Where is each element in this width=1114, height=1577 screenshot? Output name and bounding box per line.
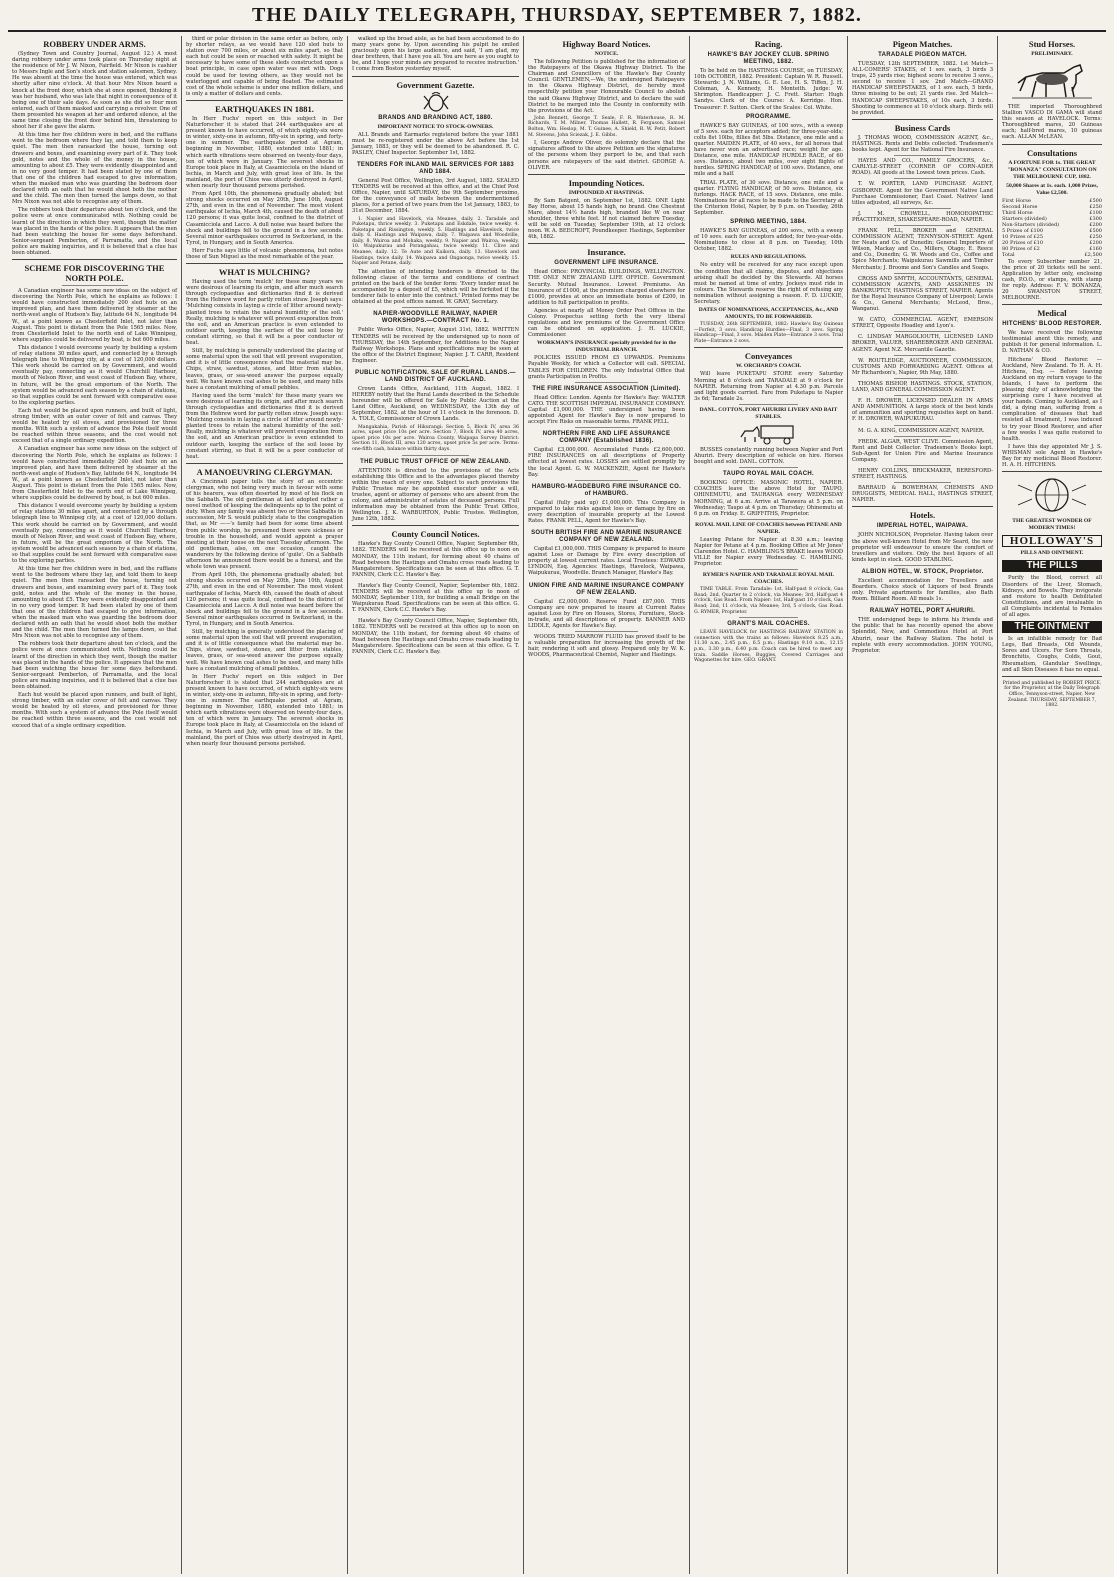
heading-grants-mail: GRANT'S MAIL COACHES. — [727, 621, 810, 628]
paragraph: A Canadian engineer has some new ideas on the subject of discovering the North Pole, which he explains as follows: I would have constructed immediately 200 sled huts on an improved plan, and have them delivered by steamer at the north-west angle of Hudson's Bay, latitude 64 N., longitude 94 W., at a point known as Chesterfield Inlet, not later than August. This point is distant from the Pole 1565 miles. Now, from Chesterfield Inlet to the north end of Lake Winnipeg, where supplies could be delivered by boat, is but 600 miles. — [12, 288, 177, 343]
heading-northern-fire: NORTHERN FIRE AND LIFE ASSURANCE COMPANY (Established 1836). — [542, 431, 671, 445]
prize-label: First Horse — [1002, 197, 1031, 204]
paragraph: The following Petition is published for the information of the Ratepayers of the Okawa Highway District. To the Chairman and Councillors of the Hawke's Bay County Council. GENTLEMEN,—We, the undersigned Ratepayers in the Okawa Highway District, do hereby most respectfully petition your Honourable Council to abolish the said Okawa Highway District, and to declare the said District to be merged into the County in conformity with the provisions of the Act. — [528, 59, 685, 114]
column-7 — [998, 36, 1106, 1574]
divider — [402, 580, 469, 581]
paragraph: Herr Fuchs says little of volcanic phenomena, but notes those of Sun Miguel as the most remarkable of the year. — [186, 247, 343, 260]
paragraph: third or polar division in the same order as before, only by shorter relays, as we would have 120 sled huts to station over 700 miles, or about six miles apart, so that each hut could be seen or reached with safety. It might be necessary to have some of these sleds constructed upon a boat principle, in case open water was met with. Dogs could be used for towing others, as they would not be waterlogged and capable of being floated. The estimated cost of the whole scheme is under one million dollars, and is only a matter of dollars and cents. — [186, 36, 343, 97]
ad-crowell — [852, 211, 993, 223]
banner-the-ointment: THE OINTMENT — [1002, 621, 1102, 633]
heading-south-british: SOUTH BRITISH FIRE AND MARINE INSURANCE COMPANY OF NEW ZEALAND. — [531, 530, 682, 544]
prize-label: Non-Starters (divided) — [1002, 221, 1060, 228]
paragraph: (Sydney Town and Country Journal, August 12.) A most daring robbery under arms took place on Thursday night at the residence of Mr J. W. Nixon, Fairfield. Mr Nixon is cashier to Messrs Ingle and Son's stock and station salesmen, Sydney. He was absent at the time the house was entered, which was shortly after nine o'clock. At that hour Mrs Nixon heard a knock at the front door, which she at once opened, thinking it was her husband, who was late that night in consequence of it being one of their sale days. As soon as she did so four men entered, each of them masked and carrying a revolver. One of them presented his weapon at her and ordered silence, at the same time closing the front door behind him, threatening to shoot her if she gave the alarm. — [12, 51, 177, 131]
paragraph: The robbers took their departure about ten o'clock, and the police were at once communicated with. Nothing could be learnt of the direction in which they went, though the matter was placed in the hands of the police. It appears that the men had been watching the house for some days beforehand. Senior-sergeant Pemberton, of Parramatta, and the local police are making inquiries, and it is believed that a clue has been obtained. — [12, 207, 177, 256]
divider — [1002, 304, 1102, 305]
paragraph: Capital £2,000,000. Reserve Fund £87,000. THIS Company are now prepared to insure at Current Rates against Loss by Fire on Houses, Stores, Furniture, Stock-in-trade, and all descriptions of property. BANNER AND LIDDLE, Agents for Hawke's Bay. — [528, 598, 685, 629]
paragraph: Capital £3,000,000. Accumulated Funds £2,600,000. FIRE INSURANCES on all descriptions of Property effected at lowest rates. LOSSES are settled promptly by the local Agent. G. W. MACKENZIE, Agent for Hawke's Bay. — [528, 447, 685, 478]
divider — [575, 526, 638, 527]
heading-pills-ointment: PILLS AND OINTMENT. — [1020, 550, 1084, 557]
paragraph: BUSSES constantly running between Napier and Port Ahuriri. Every description of vehicle on hire. Horses bought and sold. DANL. COTTON. — [694, 446, 843, 466]
section-insurance: Insurance. — [587, 247, 626, 258]
paragraph: Each hut would be placed upon runners, and built of light, strong timber, with an outer cover of felt and canvas. They would be heated by oil stoves, and provisioned for three months. With such a system of advance the Pole itself would be reached within three seasons, and the cost would not exceed that of a single ordinary expedition. — [12, 692, 177, 729]
prize-amount: £160 — [1089, 246, 1102, 253]
ad-barraud — [852, 485, 993, 503]
paragraph: POLICIES ISSUED FROM £5 UPWARDS. Premiums Payable Weekly, for which a Collector will call. SPECIAL TABLES FOR CHILDREN. The only Industrial Office that grants Participation in Profits. — [528, 355, 685, 380]
column-4 — [524, 36, 690, 1574]
paragraph: ALL Brands and Earmarks registered before the year 1881 must be re-registered under the above Act before the 1st January, 1883, or they will be deemed to be abandoned. R. C. PASLEY, Chief Inspector. September 1st, 1882. — [352, 131, 519, 156]
heading-public-notification: PUBLIC NOTIFICATION. SALE OF RURAL LANDS.—LAND DISTRICT OF AUCKLAND. — [355, 369, 516, 383]
divider — [894, 155, 950, 156]
paragraph: Agencies at nearly all Money Order Post Offices in the Colony. Prospectus setting forth the very liberal regulations and low premiums of the Government Office can be obtained on application. J. H. LUCKIE, Commissioner. — [528, 307, 685, 339]
prize-amount: £500 — [1089, 228, 1102, 235]
divider — [1002, 471, 1102, 472]
paragraph: Hawke's Bay County Council Office, Napier, September 6th, 1882. TENDERS will be received at this office up to noon on MONDAY, the 11th instant, for forming about 40 chains of Road between the Hastings and Omahu cross roads leading to Mangateretere. Specifications can be seen at this office. G. T. FANNIN, Clerk C.C. Hawke's Bay. — [352, 541, 519, 578]
divider — [62, 285, 128, 286]
divider — [894, 482, 950, 483]
paragraph: To every Subscriber number 21, the price of 20 tickets will be sent. Application by letter only, enclosing cash, P.O.O., or stamps, with stamp for reply. Address: F. V. BONANZA, 20 SWANSTON STREET, MELBOURNE. — [1002, 258, 1102, 302]
section-consultations: Consultations — [1026, 147, 1078, 158]
paragraph: BOOKING OFFICE: MASONIC HOTEL, NAPIER. COACHES leave the above Hotel for TAUPO, OHINEMUTU, and TAURANGA every WEDNESDAY MORNING, at 6 a.m. Arrive at Tarawera at 5 p.m. on Wednesday; Taupo at 4 p.m. on Thursday; Ohinemutu at 6 p.m. on Friday. E. GRIFFITHS, Proprietor. — [694, 480, 843, 517]
heading-brands-act: BRANDS AND BRANDING ACT, 1880. — [378, 114, 493, 121]
divider — [694, 347, 843, 348]
ad-routledge — [852, 358, 993, 376]
paragraph: Purify the Blood, correct all Disorders of the Liver, Stomach, Kidneys, and Bowels. They invigorate and restore to health Debilitated Constitutions, and are invaluable in all Complaints incidental to Females of all ages. — [1002, 575, 1102, 618]
heading-albion-hotel: ALBION HOTEL, W. STOCK, Proprietor. — [861, 568, 984, 575]
divider — [894, 208, 950, 209]
paragraph: In Herr Fuchs' report on this subject in Der Naturforscher it is stated that 244 earthquakes are at present known to have occurred, of which eighty-six were in winter, sixty-one in autumn, fifty-six in spring, and forty-one in summer. The earthquake period at Agram, beginning in November, 1880, extended into 1881; in which earth vibrations were observed on twenty-four days, ten of which were in January. The severest shocks in Europe took place in Italy, at Casamicciola on the island of Ischia, in March and July, with great loss of life. In the mainland, the port of Chios was utterly destroyed in April, when nearly four thousand persons perished. — [186, 115, 343, 189]
divider — [894, 395, 950, 396]
paragraph: TRIAL PLATE, of 30 sovs. Distance, one mile and a quarter. FLYING HANDICAP, of 50 sovs. Distance, six furlongs. HACK RACE, of 15 sovs. Distance, one mile. Nominations for all races to be made to the Secretary at the Criterion Hotel, Napier, by 9 p.m. on Tuesday, 26th September. — [694, 179, 843, 216]
divider — [894, 355, 950, 356]
paragraph: The robbers took their departure about ten o'clock, and the police were at once communicated with. Nothing could be learnt of the direction in which they went, though the matter was placed in the hands of the police. It appears that the men had been watching the house for some days beforehand. Senior-sergeant Pemberton, of Parramatta, and the local police are making inquiries, and it is believed that a clue has been obtained. — [12, 641, 177, 690]
divider — [402, 158, 469, 159]
paragraph: I, George Andrew Oliver, do solemnly declare that the signatures affixed to the above Petition are the signatures of the persons whom they purport to be, and that such persons are ratepayers of the said district. GEORGE A. OLIVER. — [528, 140, 685, 171]
prize-amount: £250 — [1089, 234, 1102, 241]
prize-label: Starters (divided) — [1002, 215, 1047, 222]
divider — [894, 273, 950, 274]
column-3 — [348, 36, 524, 1574]
heading-rules: RULES AND REGULATIONS. — [730, 254, 807, 261]
headline-mulching: WHAT IS MULCHING? — [218, 267, 311, 278]
paragraph: ATTENTION is directed to the provisions of the Acts establishing this Office and to the advantages placed thereby within the reach of every one. Subject to such provisions the Public Trustee may be appointed executor under a will, trustee, agent or attorney of persons who are absent from the colony, and administrator of estates of deceased persons. Full information may be obtained from the Public Trust Office, Wellington. J. K. WARBURTON, Public Trustee. Wellington, June 12th, 1882. — [352, 467, 519, 523]
paragraph: General Post Office, Wellington, 3rd August, 1882. SEALED TENDERS will be received at this office, and at the Chief Post Office, Napier, until SATURDAY, the 9th September proximo, for the conveyance of mails between the undermentioned places, for a period of two years from the 1st January, 1883, to 31st December, 1884. — [352, 177, 519, 215]
divider — [894, 565, 950, 566]
divider — [894, 378, 950, 379]
heading-jockey-club: HAWKE'S BAY JOCKEY CLUB. SPRING MEETING, 1882. — [707, 52, 830, 65]
divider — [402, 307, 469, 308]
paragraph: Having used the term 'mulch' for these many years we were desirous of learning its origin, and after much search through cyclopaedias and dictionaries find it is derived from the Hebrew word for partly rotten straw. Joseph says: 'Mulching consists in laying a circle of litter around newly-planted trees to retain the natural humidity of the soil.' Really, mulching is whatever will prevent evaporation from the soil, and an American practice is even extended to outdoor earth, keeping the surface of the soil loose by constant stirring, so that it will be a poor conductor of heat. — [186, 279, 343, 347]
divider — [894, 178, 950, 179]
divider — [852, 506, 993, 507]
paragraph: TUESDAY, 26th SEPTEMBER, 1882: Hawke's Bay Guineas—Forfeit, 3 sovs. Handicap Hurdles—Final, 3 sovs. Spring Handicap—Final, 3 sovs. Maiden Plate—Entrance 3 sovs. Trial Plate—Entrance 2 sovs. — [694, 322, 843, 344]
heading-royal-mail-line: ROYAL MAIL LINE OF COACHES between PETANE AND NAPIER. — [695, 521, 842, 535]
headline-robbery: ROBBERY UNDER ARMS. — [43, 39, 146, 49]
imprint-footer: Printed and published by ROBERT PRICE, for the Proprietor, at the Daily Telegraph Office, Tennyson-street, Napier, New Zealand. THURSDAY, SEPTEMBER 7, 1882. — [1002, 680, 1102, 709]
heading-fire-insurance-association: THE FIRE INSURANCE ASSOCIATION (Limited). — [532, 385, 681, 392]
horse-bus-icon — [739, 423, 799, 445]
column-6 — [848, 36, 998, 1574]
divider — [575, 579, 638, 580]
divider — [402, 615, 469, 616]
ad-cato — [852, 317, 993, 329]
paragraph: Hawke's Bay County Council Office, Napier, September 6th, 1882. TENDERS will be received at this office up to noon on MONDAY, the 11th instant, for forming about 40 chains of Road between the Hastings and Omahu cross roads leading to Mangateretere. Specifications can be seen at this office. G. T. FANNIN, Clerk C.C. Hawke's Bay. — [352, 618, 519, 655]
heading-government-life: GOVERNMENT LIFE INSURANCE. — [554, 260, 659, 267]
divider — [528, 174, 685, 175]
heading-impounded-hastings: IMPOUNDED AT HASTINGS. — [568, 189, 645, 196]
paragraph: This distance I would overcome yearly by building a system of relay stations 30 miles apart, and connected by a through telegraph line to Winnipeg city, at a cost of 120,000 dollars. This work should be carried on by Government, and would eventually pay, connecting as it would Churchill Harbour, mouth of Nelson River, and west coast of Hudson Bay, where, in future, will be the great emporium of the North. The system would be advanced each season by a chain of stations, so that supplies could be sent forward with comparative ease to the exploring parties. — [12, 503, 177, 565]
ad-collins — [852, 468, 993, 480]
prize-label: 10 Prizes of £25 — [1002, 234, 1044, 241]
ad-text: W. CATO, COMMERCIAL AGENT, EMERSON STREET, Opposite Hoadley and Lyon's. — [852, 317, 993, 330]
heading-taradale-pigeon: TARADALE PIGEON MATCH. — [878, 52, 967, 58]
ad-text: HENRY COLLINS, BRICKMAKER, BERESFORD-STREET, HASTINGS. — [852, 467, 993, 481]
divider — [739, 467, 799, 468]
paragraph: A Canadian engineer has some new ideas on the subject of discovering the North Pole, which he explains as follows: I would have constructed immediately 200 sled huts on an improved plan, and have them delivered by steamer at the north-west angle of Hudson's Bay, latitude 64 N., longitude 94 W., at a point known as Chesterfield Inlet, not later than August. This point is distant from the Pole 1565 miles. Now, from Chesterfield Inlet to the north end of Lake Winnipeg, where supplies could be delivered by boat, is but 600 miles. — [12, 446, 177, 502]
paragraph: Having used the term 'mulch' for these many years we were desirous of learning its origin, and after much search through cyclopaedias and dictionaries find it is derived from the Hebrew word for partly rotten straw. Joseph says: 'Mulching consists in laying a circle of litter around newly-planted trees to retain the natural humidity of the soil.' Really, mulching is whatever will prevent evaporation from the soil, and an American practice is even extended to outdoor earth, keeping the surface of the soil loose by constant stirring, so that it will be a poor conductor of heat. — [186, 392, 343, 460]
divider — [894, 436, 950, 437]
paragraph: In Herr Fuchs' report on this subject in Der Naturforscher it is stated that 244 earthquakes are at present known to have occurred, of which eighty-six were in winter, sixty-one in autumn, fifty-six in spring, and forty-one in summer. The earthquake period at Agram, beginning in November, 1880, extended into 1881; in which earth vibrations were observed on twenty-four days, ten of which were in January. The severest shocks in Europe took place in Italy, at Casamicciola on the island of Ischia, in March and July, with great loss of life. In the mainland, the port of Chios was utterly destroyed in April, when nearly four thousand persons perished. — [186, 673, 343, 747]
paragraph: Hitchens' Blood Restorer. — Auckland, New Zealand. To H. A. H. Hitchens, Esq. — Before leaving Auckland on my return voyage to the Islands, I have to perform the pleasing duty of acknowledging the surprising cure I have received at your hands. Coming to Auckland, as I did, a dying man, suffering from a complication of diseases that had resisted all treatment, I was induced to try your Blood Restorer, and after a few weeks I was quite restored to health. — [1002, 356, 1102, 442]
prize-label: 80 Prizes of £2 — [1002, 246, 1040, 253]
ad-frank-pell — [852, 228, 993, 271]
heading-rymers: RYMER'S NAPIER AND TARADALE ROYAL MAIL COACHES. — [702, 572, 835, 586]
divider — [575, 427, 638, 428]
mail-routes-list: 1. Napier and Havelock, via Meanee, daily. 2. Taradale and Puketapu, thrice weekly. 3. Puketapu and Eskdale, twice weekly. 4. Puketapu and Rissington, weekly. 5. Hastings and Havelock, twice daily. 6. Hastings and Waipawa, daily. 7. Waipawa and Woodville, daily. 8. Wairoa and Mohaka, weekly. 9. Napier and Wairoa, weekly. 10. Waipukurau and Porangahau, twice weekly. 11. Clive and Meanee, daily. 12. Te Aute and Kaikora, daily. 13. Havelock and Hastings, twice daily. 14. Waipawa and Ongaonga, twice weekly. 15. Napier and Petane, daily. — [352, 216, 519, 267]
heading-taupo-mail: TAUPO ROYAL MAIL COACH. — [722, 471, 815, 478]
ad-algar — [852, 439, 993, 463]
prize-amount: £200 — [1089, 221, 1102, 228]
section-hotels: Hotels. — [909, 510, 936, 521]
ad-thomas-wood — [852, 135, 993, 153]
prize-amount: £300 — [1089, 215, 1102, 222]
heading-imperial-hotel: IMPERIAL HOTEL, WAIPAWA. — [876, 523, 969, 530]
paragraph: Public Works Office, Napier, August 31st, 1882. WRITTEN TENDERS will be received by the undersigned up to noon of THURSDAY, the 14th September, for Additions to the Napier Railway Workshops. Plans and specifications may be seen at the office of the District Engineer, Napier. J. T. CARR, Resident Engineer. — [352, 327, 519, 364]
paragraph: TUESDAY, 12th SEPTEMBER, 1882. 1st Match—ALL-COMERS' STAKES, of 1 sov. each, 3 birds 3 traps, 25 yards rise; highest score to receive 3 sovs., second to receive 1 sov. 2nd Match—GRAND HANDICAP SWEEPSTAKES, of 1 sov. each, 5 birds, three missing to be out; 21 yards rise. 3rd Match—HANDICAP SWEEPSTAKES, of 10s each, 3 birds. Shooting to commence at 10 o'clock sharp. Birds will be provided. — [852, 61, 993, 116]
ad-text: BARRAUD & BOWERMAN, CHEMISTS AND DRUGGISTS, MEDICAL HALL, HASTINGS STREET, NAPIER. — [852, 485, 993, 504]
column-1 — [8, 36, 182, 1574]
paragraph: TIME TABLE. From Taradale: 1st, Half-past 8 o'clock, Gas Road; 2nd, Quarter to 2 o'clock, via Meanee; 3rd, Half-past 4 o'clock, Gas Road. From Napier: 1st, Half-past 10 o'clock, Gas Road; 2nd, 11 o'clock, via Meanee; 3rd, 5 o'clock, Gas Road. G. RYMER, Proprietor. — [694, 587, 843, 615]
paragraph: Still, by mulching is generally understood the placing of some material upon the soil that will prevent evaporation, and it is of little consequence what the material may be. Chips, straw, sawdust, stones, and litter from stables, leaves, grass, or sea-weed answer the purpose equally well. We have known coal ashes to be used, and many hills have a constant mulching of small pebbles. — [186, 348, 343, 391]
divider — [739, 569, 799, 570]
paragraph: Leaving Petane for Napier at 8.30 a.m.; leaving Napier for Petane at 4 p.m. Booking Office at Mr Jones' Clarendon Hotel. C. HAMBLING'S BRAKE leaves WOOD VILLE for Napier every Wednesday. C. HAMBLING, Proprietor. — [694, 536, 843, 568]
column-5 — [690, 36, 848, 1574]
horse-illustration-icon — [1012, 61, 1092, 101]
paragraph: I have this day appointed Mr J. S. WHISMAN sole Agent in Hawke's Bay for my medicinal Blood Restorer. H. A. H. HITCHENS. — [1002, 443, 1102, 469]
paragraph: walked up the broad aisle, as he had been accustomed to do many years gone by. Upon ascending his pulpit he smiled graciously upon his large audience, and said, 'I am glad, my dear brethren, that I have you all. You are here as you ought to be, and I hope your minds are prepared to receive instruction.' I come from Boston yesterday myself. — [352, 36, 519, 73]
section-impounding: Impounding Notices. — [568, 177, 645, 188]
banner-the-pills: THE PILLS — [1002, 560, 1102, 572]
divider — [894, 331, 950, 332]
ad-text: FREDK. ALGAR, WEST CLIVE. Commission Agent, Rent and Debt Collector. Tradesmen's Books kept. Sub-Agent for Union Fire and Marine Insurance Company. — [852, 438, 993, 463]
heading-greatest-wonder: THE GREATEST WONDER OF MODERN TIMES! — [1012, 518, 1092, 532]
divider — [894, 604, 950, 605]
divider — [575, 480, 638, 481]
divider — [894, 314, 950, 315]
heading-mail-tenders: TENDERS FOR INLAND MAIL SERVICES FOR 1883 AND 1884. — [356, 161, 515, 175]
ad-cross-smyth — [852, 276, 993, 313]
divider — [894, 225, 950, 226]
headline-north-pole: SCHEME FOR DISCOVERING THE NORTH POLE. — [24, 263, 165, 284]
prize-amount: £250 — [1089, 203, 1102, 210]
prize-amount: £500 — [1089, 197, 1102, 204]
ad-text: T. W. PORTER, LAND PURCHASE AGENT, GISBORNE. Agent for the Government Native Land Purchase Commissioner, East Coast. Natives' land titles adjusted, all surveys, &c. — [852, 181, 993, 206]
paragraph: Will leave PUKETAPU STORE every Saturday Morning at 8 o'clock and TARADALE at 9 o'clock for NAPIER. Returning from Napier at 4.30 p.m. Parcels and light goods carried. Fare from Puketapu to Napier 3s 6d; Taradale 2s. — [694, 371, 843, 402]
heading-orchards-coach: W. ORCHARD'S COACH. — [735, 363, 802, 370]
divider — [186, 100, 343, 101]
ad-text: CROSS AND SMYTH, ACCOUNTANTS, GENERAL COMMISSION AGENTS, AND ASSIGNEES IN BANKRUPTCY, HASTINGS STREET, NAPIER. Agents for the Royal Insurance Company of Liverpool; Lewis & Co., General Merchants; McLeod, Bros., Wanganui. — [852, 275, 993, 313]
holloways-logo: HOLLOWAY'S — [1002, 535, 1102, 547]
paragraph: The attention of intending tenderers is directed to the following clause of the terms and conditions of contract printed on the back of the tender form: 'Every tender must be accompanied by a deposit of £5, which will be forfeited if the tenderer fails to enter into the contract.' Printed forms may be obtained at the post offices named. W. GRAY, Secretary. — [352, 268, 519, 306]
section-county-council: County Council Notices. — [391, 529, 480, 540]
paragraph: Each hut would be placed upon runners, and built of light, strong timber, with an outer cover of felt and canvas. They would be heated by oil stoves, and provisioned for three months. With such a system of advance the Pole itself would be reached within three seasons, and the cost would not exceed that of a single ordinary expedition. — [12, 407, 177, 445]
section-racing: Racing. — [754, 39, 783, 49]
paragraph: This distance I would overcome yearly by building a system of relay stations 30 miles apart, and connected by a through telegraph line to Winnipeg city, at a cost of 120,000 dollars. This work should be carried on by Government, and would eventually pay, connecting as it would Churchill Harbour, mouth of Nelson River, and west coast of Hudson Bay, where, in future, will be the great emporium of the North. The system would be advanced each season by a chain of stations, so that supplies could be sent forward with comparative ease to the exploring parties. — [12, 344, 177, 406]
section-medical: Medical — [1037, 308, 1067, 319]
paragraph: At this time her five children were in bed, and the ruffians went to the bedroom where they lay, and told them to keep quiet. The men then ransacked the house, turning out drawers and boxes, and examining every part of it. They took gold, notes and the whole of the money in the house, amounting to about £5. They were evidently disappointed and in no very good temper. It had been stated by one of them that one of the children had escaped to give information, when the masked man who was guarding the bedroom door declared with an oath that he would shoot both the mother and the child. The men then turned the lamps down, so that Mrs Nixon was not able to recognise any of them. — [12, 566, 177, 640]
paragraph: JOHN NICHOLSON, Proprietor. Having taken over the above well-known Hotel from Mr Seard, the new proprietor will endeavour to ensure the comfort of travellers and visitors. Only the best liquors of all kinds kept in stock. GOOD STABLING. — [852, 532, 993, 563]
paragraph: Is an infallible remedy for Bad Legs, Bad Breasts, Old Wounds, Sores and Ulcers. For Sore Throats, Bronchitis, Coughs, Colds, Gout, Rheumatism, Glandular Swellings, and all Skin Diseases it has no equal. — [1002, 636, 1102, 673]
divider — [739, 519, 799, 520]
paragraph: A Cincinnati paper tells the story of an eccentric clergyman, who not being very much in favour with some of his hearers, was often deserted by most of his flock on the Sabbath. The old gentleman at last adopted rather a novel method of keeping the delinquents up to the point of duty. When any family was absent two or three Sabbaths in succession, Mr S. would publicly state to the congregation that, as Mr ——'s family had been for some time absent from public worship, he presumed there were sickness or trouble in the household, and would appoint a prayer meeting at their house on the next Tuesday afternoon. The old gentleman, also, on one occasion, caught the wanderers by the following device of 'guile'. On a Sabbath afternoon he announced there would be a funeral, and the whole town was present. — [186, 478, 343, 571]
paragraph: Hawke's Bay County Council, Napier, September 6th, 1882. TENDERS will be received at this office up to noon of MONDAY, September 11th, for building a small Bridge on the Waipukurau Road. Specifications can be seen at this office. G. T. FANNIN, Clerk C.C. Hawke's Bay. — [352, 582, 519, 614]
prize-amount: £200 — [1089, 240, 1102, 247]
divider — [352, 525, 519, 526]
prize-label: Second Horse — [1002, 203, 1038, 210]
paragraph: Crown Lands Office, Auckland, 11th August, 1882. I HEREBY notify that the Rural Lands described in the Schedule hereunder will be offered for Sale by Public Auction at the Land Office, Auckland, on WEDNESDAY, the 13th day of September, 1882, at the hour of 11 o'clock in the forenoon. D. A. TOLE, Commissioner of Crown Lands. — [352, 385, 519, 423]
paragraph: Head Office: London. Agents for Hawke's Bay: WALTER CATO. THE SCOTTISH IMPERIAL INSURANCE COMPANY. Capital £1,000,000. THE undersigned having been appointed Agent for Hawke's Bay is now prepared to accept Fire Risks on reasonable terms. FRANK PELL. — [528, 394, 685, 426]
globe-illustration-icon — [1012, 475, 1092, 515]
ad-text: F. H. DROWER, LICENSED DEALER IN ARMS AND AMMUNITION. A large stock of the best kinds of ammunition and sporting requisites kept on hand. F. H. DROWER, WAIPUKURAU. — [852, 398, 993, 423]
ad-text: THOMAS BISHOP, HASTINGS. STOCK, STATION, LAND, AND GENERAL COMMISSION AGENT. — [852, 380, 993, 394]
divider — [575, 382, 638, 383]
heading-preliminary: PRELIMINARY. — [1031, 51, 1073, 57]
section-government-gazette: Government Gazette. — [396, 79, 475, 90]
paragraph: From April 10th, the phenomena gradually abated; but strong shocks occurred on May 20th, June 10th, August 27th, and even in the end of November. The most violent earthquake of Ischia, March 4th, caused the death of about 120 persons; it was quite local, confined to the district of Casamicciola and Lacco. A dull noise was heard before the shock and buildings fell to the ground in a few seconds. Several minor earthquakes occurred in Switzerland, in the Tyrol, in Hungary, and in South America. — [186, 191, 343, 246]
section-business-cards: Business Cards — [894, 122, 951, 133]
section-conveyances: Conveyances — [744, 351, 793, 362]
ad-text: FRANK PELL, BROKER and GENERAL COMMISSION AGENT, TENNYSON-STREET. Agent for Neats and Co. of Dunedin; General Importers of Wilson, Mackay and Co., Millers, Otago; E. Reece and Co., Dunedin; G. W. Woods and Co., Coffee and Spice Merchants; Waipukurau Sawmills and Timber Merchants; J. Broome and Son's Candles and Soaps. — [852, 227, 993, 271]
paragraph: LEAVE HAVELOCK for HASTINGS RAILWAY STATION in connection with the trains as follows: Havelock 8.25 a.m., 11.30 a.m., 2.45 p.m., 6.5 p.m.; Hastings 9.10 a.m., 12.15 p.m., 3.30 p.m., 6.40 p.m. Coach can be hired to meet any train. Saddle Horses, Buggies, Covered Carriages and Wagonettes for hire. GEO. GRANT. — [694, 630, 843, 664]
divider — [894, 425, 950, 426]
paragraph: THE undersigned begs to inform his friends and the public that he has recently opened the above Splendid, New, and Commodious Hotel at Port Ahuriri, near the Railway Station. The hotel is replete with every accommodation. JOHN YOUNG, Proprietor. — [852, 617, 993, 654]
heading-napier-woodville-railway: NAPIER-WOODVILLE RAILWAY, NAPIER WORKSHOPS.—CONTRACT No. 1. — [373, 311, 498, 325]
heading-cotton-stables: DANL. COTTON, PORT AHURIRI LIVERY AND BAIT STABLES. — [699, 406, 838, 420]
divider — [852, 119, 993, 120]
divider — [739, 617, 799, 618]
ad-text: M. G. A. KING, COMMISSION AGENT, NAPIER. — [858, 427, 985, 434]
paragraph: Excellent accommodation for Travellers and Boarders. Choice stock of Liquors of best Brands only. Private apartments for families, also Bath Room. Billiard Room. All meals 1s. — [852, 577, 993, 603]
headline-earthquakes: EARTHQUAKES IN 1881. — [215, 103, 314, 114]
prize-amount: £2,500 — [1084, 252, 1102, 259]
coat-of-arms-icon — [418, 92, 454, 112]
paragraph: By Sam Batgent, on September 1st, 1882. ONE Light Bay Horse, about 15 hands high, no brand. One Chestnut Mare, about 14½ hands high, branded like W on near shoulder, three white feet. If not claimed before Tuesday, will be sold on Tuesday, September 19th, at 12 o'clock noon. W. A. BEECROFT, Poundkeeper. Hastings, September 4th, 1882. — [528, 197, 685, 241]
divider — [1002, 676, 1102, 677]
divider — [402, 455, 469, 456]
prize-label: Total — [1002, 252, 1015, 259]
prize-label: 20 Prizes of £10 — [1002, 240, 1044, 247]
divider — [186, 463, 343, 464]
columns — [8, 36, 1106, 1574]
heading-union-fire: UNION FIRE AND MARINE INSURANCE COMPANY OF NEW ZEALAND. — [528, 582, 685, 596]
ad-text: J. M. CROWELL, HOMOEOPATHIC PRACTITIONER, SHAKESPEARE-ROAD, NAPIER. — [852, 210, 993, 223]
heading-notice: NOTICE. — [594, 51, 619, 57]
prize-amount: £100 — [1089, 209, 1102, 216]
divider — [1002, 144, 1102, 145]
heading-public-trust: THE PUBLIC TRUST OFFICE OF NEW ZEALAND. — [360, 458, 511, 465]
paragraph: WOODS TRIED MARROW FLUID has proved itself to be a valuable preparation for increasing the growth of the hair, rendering it soft and glossy. Prepared only by W. K. WOODS, Pharmaceutical Chemist, Napier and Hastings. — [528, 634, 685, 659]
paragraph: Head Office: PROVINCIAL BUILDINGS, WELLINGTON. THE ONLY NEW ZEALAND LIFE OFFICE. Government Security. Mutual Insurance. Lowest Premiums. An Insurance of £1000, at the premium charged elsewhere for £1000, provides at once an immediate bonus of £200, in addition to full participation in profits. — [528, 269, 685, 306]
section-pigeon-matches: Pigeon Matches. — [892, 39, 953, 49]
paragraph: HAWKE'S BAY GUINEAS, of 200 sovs., with a sweep of 10 sovs. each for acceptors added; for two-year-olds. Nominations to close at 8 p.m. on Tuesday, 10th October, 1882. — [694, 228, 843, 253]
ad-king — [852, 428, 993, 434]
section-highway-board: Highway Board Notices. — [562, 39, 651, 49]
ad-text: C. LINDSAY MARGOLIOUTH, LICENSED LAND BROKER, VALUER, SHAREBROKER AND GENERAL AGENT. Agent N.Z. Mercantile Gazette. — [852, 334, 993, 353]
section-stud-horses: Stud Horses. — [1028, 39, 1076, 49]
paragraph: Mangakahia, Parish of Hikurangi: Section 5, Block IV, area 36 acres, upset price 10s per acre. Section 7, Block IV, area 40 acres, upset price 10s per acre. Wairoa County, Waipapa Survey District: Section 11, Block III, area 120 acres, upset price 5s per acre. Terms: one-fifth cash, balance within thirty days. — [352, 424, 519, 452]
divider — [12, 259, 177, 260]
divider — [402, 366, 469, 367]
heading-hamburg-magdeburg: HAMBURG-MAGDEBURG FIRE INSURANCE CO. of HAMBURG. — [531, 483, 682, 497]
paragraph: At this time her five children were in bed, and the ruffians went to the bedroom where they lay, and told them to keep quiet. The men then ransacked the house, turning out drawers and boxes, and examining every part of it. They took gold, notes and the whole of the money in the house, amounting to about £5. They were evidently disappointed and in no very good temper. It had been stated by one of them that one of the children had escaped to give information, when the masked man who was guarding the bedroom door declared with an oath that he would shoot both the mother and the child. The men then turned the lamps down, so that Mrs Nixon was not able to recognise any of them. — [12, 132, 177, 206]
paragraph: We have received the following testimonial anent this remedy, and publish it for general information. L. D. NATHAN & CO. — [1002, 330, 1102, 355]
paragraph: HAWKE'S BAY GUINEAS, of 100 sovs., with a sweep of 5 sovs. each for acceptors added; for three-year-olds; colts 8st 10lbs, fillies 8st 5lbs. Distance, one mile and a quarter. MAIDEN PLATE, of 40 sovs., for all horses that have never won an advertised race; weight for age. Distance, one mile. HANDICAP HURDLE RACE, of 60 sovs. Distance, about two miles, over eight flights of hurdles. SPRING HANDICAP, of 100 sovs. Distance, one mile and a half. — [694, 122, 843, 178]
heading-nomination-dates: DATES OF NOMINATIONS, ACCEPTANCES, &c., AND AMOUNTS, TO BE FORWARDED. — [698, 307, 839, 321]
prize-label: 5 Prizes of £100 — [1002, 228, 1044, 235]
ad-drower — [852, 398, 993, 422]
ad-text: HAYES AND CO., FAMILY GROCERS, &c., CARLYLE-STREET (CORNER OF CORN-ADER ROAD). All goods at the Lowest town prices. Cash. — [852, 158, 993, 177]
divider — [186, 263, 343, 264]
divider — [894, 465, 950, 466]
paragraph: Capital £1,000,000. THIS Company is prepared to insure against Loss or Damage by Fire every description of property at lowest current rates. Local Trustees: EDWARD LYNDON, Esq. Agencies: Hastings, Havelock, Waipawa, Waipukurau, Woodville. Branch Manager, Hawke's Bay. — [528, 546, 685, 577]
ad-porter — [852, 181, 993, 205]
divider — [575, 631, 638, 632]
divider — [528, 243, 685, 244]
ad-text: W. ROUTLEDGE, AUCTIONEER, COMMISSION, CUSTOMS AND FORWARDING AGENT. Offices at Mr Richardson's, Napier, 9th May, 1880. — [852, 357, 993, 376]
ad-text: J. THOMAS WOOD, COMMISSION AGENT, &c., HASTINGS. Rents and Debts collected. Tradesmen's books kept. Agent for the National Fire Insurance. — [852, 134, 993, 154]
paragraph: To be held on the HASTINGS COURSE, on TUESDAY, 10th OCTOBER, 1882. President: Captain W. R. Russell. Stewards: J. N. Williams, G. E. Lee, H. S. Tiffen, J. H. Coleman, A. Kennedy, H. Monteith. Judge: W. Shrimpton. Handicapper: J. C. Frett. Starter: Hugh Sandys. Clerk of the Course: A. Kerridge. Hon. Treasurer: F. Sutton. Clerk of the Scales: Col. White. — [694, 68, 843, 111]
paragraph: No entry will be received for any race except upon the condition that all claims, disputes, and objections arising shall be decided by the Stewards. All horses must be named at time of entry. Jockeys must ride in colours. The Stewards reserve the right of refusing any nomination without assigning a reason. F. D. LUCKIE, Secretary. — [694, 262, 843, 305]
ad-margoliouth — [852, 334, 993, 352]
paragraph: Capital (fully paid up) £1,000,000. This Company is prepared to take risks against loss or damage by fire on every description of insurable property at the Lowest Rates. FRANK PELL, Agent for Hawke's Bay. — [528, 499, 685, 524]
paragraph: From April 10th, the phenomena gradually abated; but strong shocks occurred on May 20th, June 10th, August 27th, and even in the end of November. The most violent earthquake of Ischia, March 4th, caused the death of about 120 persons; it was quite local, confined to the district of Casamicciola and Lacco. A dull noise was heard before the shock and buildings fell to the ground in a few seconds. Several minor earthquakes occurred in Switzerland, in the Tyrol, in Hungary, and in South America. — [186, 572, 343, 627]
heading-stock-owners: IMPORTANT NOTICE TO STOCK-OWNERS. — [377, 123, 494, 130]
petition-names: John Bennett, George T. Seale, F. R. Waterhouse, R. M. Richards, T. M. Milner, Thomas Hallett, R. Ferguson, Samuel Bolton, Wm. Heslop, M. T. Guinee, A. Shield, R. W. Petit, Robert M. Stevens, John Sciezak, J. E. Gibbs. — [528, 115, 685, 138]
paragraph: THE imported Thoroughbred Stallion VASCO DI GAMA will stand this season at HAVELOCK. Terms: Thoroughbred mares, 20 Guineas each; half-bred mares, 10 guineas each. ALLAN McLEAN. — [1002, 104, 1102, 141]
masthead-title: THE DAILY TELEGRAPH, THURSDAY, SEPTEMBER 7, 1882. — [8, 0, 1106, 32]
ad-hayes — [852, 158, 993, 176]
prize-label: Third Horse — [1002, 209, 1033, 216]
headline-clergyman: A MANOEUVRING CLERGYMAN. — [196, 466, 333, 477]
ad-bishop — [852, 381, 993, 393]
prize-table — [1002, 198, 1102, 259]
paragraph: Still, by mulching is generally understood the placing of some material upon the soil that will prevent evaporation, and it is of little consequence what the material may be. Chips, straw, sawdust, stones, and litter from stables, leaves, grass, or sea-weed answer the purpose equally well. We have known coal ashes to be used, and many hills have a constant mulching of small pebbles. — [186, 629, 343, 672]
heading-bonanza: A FORTUNE FOR 1s. THE GREAT "BONANZA" CONSULTATION ON THE MELBOURNE CUP, 1882. — [1007, 159, 1097, 180]
heading-railway-hotel: RAILWAY HOTEL, PORT AHURIRI. — [869, 608, 976, 615]
column-2 — [182, 36, 348, 1574]
divider — [739, 404, 799, 405]
heading-hitchens: HITCHENS' BLOOD RESTORER. — [1002, 321, 1102, 328]
heading-shares: 50,000 Shares at 1s. each. 1,000 Prizes, Value £2,500. — [1006, 182, 1098, 196]
heading-workmans-insurance: WORKMAN'S INSURANCE specially provided for in the INDUSTRIAL BRANCH. — [536, 340, 677, 354]
heading-spring-meeting-1884: SPRING MEETING, 1884. — [730, 219, 807, 226]
heading-programme: PROGRAMME. — [746, 113, 791, 120]
divider — [352, 76, 519, 77]
